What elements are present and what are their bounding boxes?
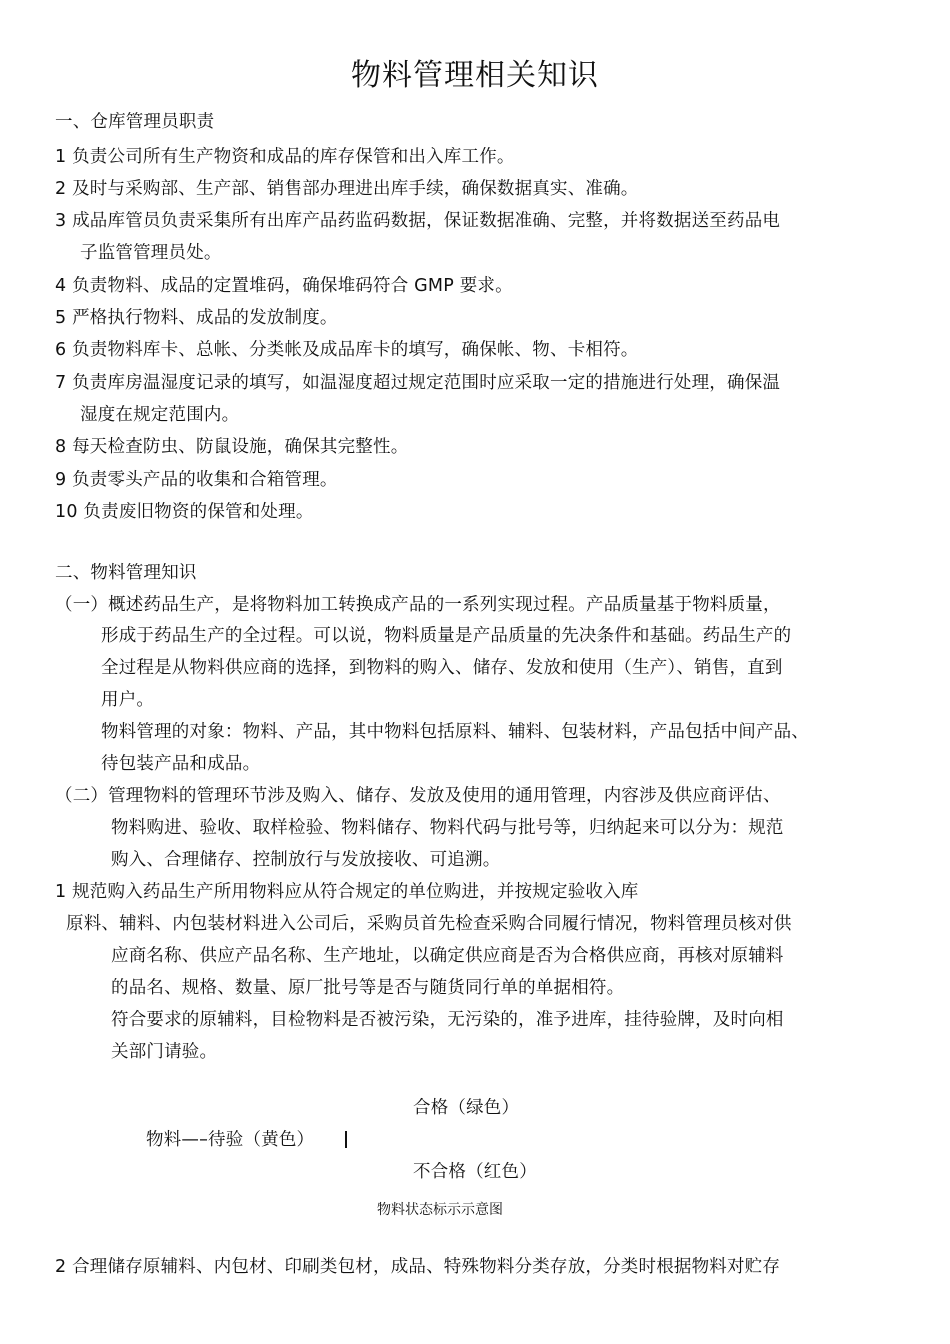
status-fail-label: 不合格（红色） — [413, 1162, 537, 1182]
paragraph-receiving-line-3: 的品名、规格、数量、原厂批号等是否与随货同行单的单据相符。 — [111, 978, 625, 998]
diagram-caption: 物料状态标示示意图 — [377, 1202, 503, 1218]
paragraph-receiving-line-5: 关部门请验。 — [111, 1042, 218, 1062]
document-title: 物料管理相关知识 — [351, 58, 599, 93]
item-standard-purchase: 1 规范购入药品生产所用物料应从符合规定的单位购进，并按规定验收入库 — [55, 882, 639, 902]
paragraph-objects-line-2: 待包装产品和成品。 — [101, 754, 261, 774]
paragraph-overview-line-4: 用户。 — [101, 690, 155, 710]
paragraph-management-line-1: （二）管理物料的管理环节涉及购入、储存、发放及使用的通用管理，内容涉及供应商评估、 — [55, 786, 781, 806]
paragraph-overview-line-3: 全过程是从物料供应商的选择，到物料的购入、储存、发放和使用（生产）、销售，直到 — [101, 658, 783, 678]
section-heading-knowledge: 二、物料管理知识 — [55, 563, 197, 583]
paragraph-management-line-2: 物料购进、验收、取样检验、物料储存、物料代码与批号等，归纳起来可以分为：规范 — [111, 818, 784, 838]
duty-item-4: 4 负责物料、成品的定置堆码，确保堆码符合 GMP 要求。 — [55, 276, 513, 296]
paragraph-receiving-line-4: 符合要求的原辅料，目检物料是否被污染，无污染的，准予进库，挂待验牌，及时向相 — [111, 1010, 784, 1030]
paragraph-overview-line-2: 形成于药品生产的全过程。可以说，物料质量是产品质量的先决条件和基础。药品生产的 — [101, 626, 792, 646]
duty-item-7-continued: 湿度在规定范围内。 — [80, 405, 240, 425]
duty-item-10: 10 负责废旧物资的保管和处理。 — [55, 502, 314, 522]
paragraph-management-line-3: 购入、合理储存、控制放行与发放接收、可追溯。 — [111, 850, 501, 870]
duty-item-9: 9 负责零头产品的收集和合箱管理。 — [55, 470, 338, 490]
item-reasonable-storage: 2 合理储存原辅料、内包材、印刷类包材，成品、特殊物料分类存放，分类时根据物料对贮存 — [55, 1257, 781, 1277]
duty-item-8: 8 每天检查防虫、防鼠设施，确保其完整性。 — [55, 437, 409, 457]
duty-item-5: 5 严格执行物料、成品的发放制度。 — [55, 308, 338, 328]
branch-bracket-line — [345, 1131, 347, 1148]
duty-item-2: 2 及时与采购部、生产部、销售部办理进出库手续，确保数据真实、准确。 — [55, 179, 639, 199]
duty-item-3: 3 成品库管员负责采集所有出库产品药监码数据，保证数据准确、完整，并将数据送至药品电 — [55, 211, 781, 231]
duty-item-7: 7 负责库房温湿度记录的填写，如温湿度超过规定范围时应采取一定的措施进行处理，确保温 — [55, 373, 781, 393]
status-pass-label: 合格（绿色） — [413, 1098, 520, 1118]
paragraph-receiving-line-2: 应商名称、供应产品名称、生产地址，以确定供应商是否为合格供应商，再核对原辅料 — [111, 946, 784, 966]
duty-item-6: 6 负责物料库卡、总帐、分类帐及成品库卡的填写，确保帐、物、卡相符。 — [55, 340, 639, 360]
status-pending-label: 物料—–待验（黄色） — [146, 1130, 315, 1150]
duty-item-3-continued: 子监管管理员处。 — [80, 243, 222, 263]
section-heading-duties: 一、仓库管理员职责 — [55, 112, 215, 132]
duty-item-1: 1 负责公司所有生产物资和成品的库存保管和出入库工作。 — [55, 147, 515, 167]
paragraph-objects-line-1: 物料管理的对象：物料、产品，其中物料包括原料、辅料、包装材料，产品包括中间产品、 — [101, 722, 809, 742]
paragraph-overview-line-1: （一）概述药品生产，是将物料加工转换成产品的一系列实现过程。产品质量基于物料质量， — [55, 595, 781, 615]
paragraph-receiving-line-1: 原料、辅料、内包装材料进入公司后，采购员首先检查采购合同履行情况，物料管理员核对供 — [66, 914, 792, 934]
